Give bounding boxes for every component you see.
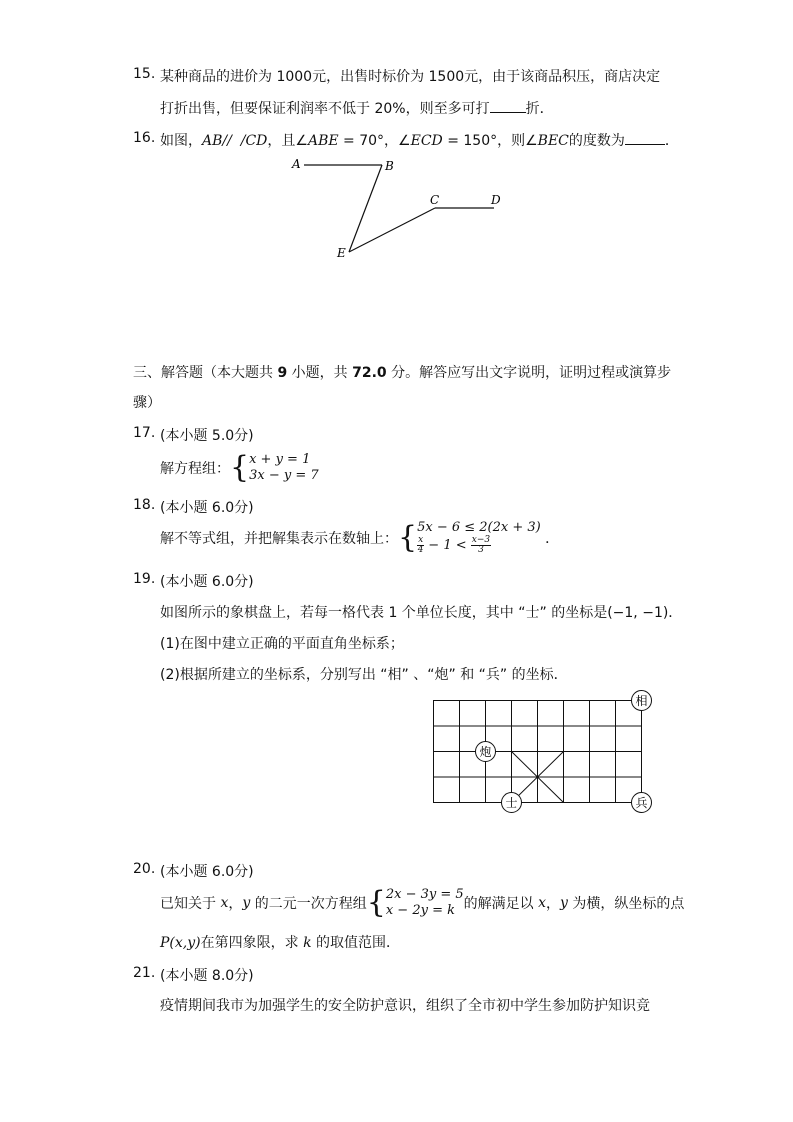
q20-brace: {: [366, 885, 386, 920]
chessboard-grid: [434, 701, 642, 803]
q16-text-b: ，且∠: [267, 133, 308, 149]
q20-text-c: 的解满足以: [463, 896, 539, 912]
q20-k: k: [303, 935, 312, 951]
q19-score: (本小题 6.0分): [160, 574, 254, 590]
q18-end: ．: [545, 531, 560, 547]
q20-text-d: ，: [546, 896, 560, 912]
q16-bec: BEC: [537, 133, 569, 149]
section3-heading: [133, 362, 671, 382]
q20-text-f: 在第四象限，求: [200, 935, 304, 951]
q15-line1: 某种商品的进价为 1000元，出售时标价为 1500元，由于该商品积压，商店决定: [160, 69, 661, 85]
q16-cd: /CD: [240, 133, 268, 149]
piece-shi-label: 士: [505, 796, 518, 810]
q20-x: x: [220, 895, 229, 911]
q17-eq1: x + y = 1: [249, 452, 311, 467]
label-b: B: [385, 159, 394, 173]
section3-text-a: 三、解答题（本大题共: [133, 365, 278, 381]
section3-count: 9: [277, 365, 288, 381]
piece-bing-label: 兵: [635, 796, 648, 810]
section3-text-c: 分。解答应写出文字说明，证明过程或演算步: [386, 365, 672, 381]
q16-ab: AB//: [202, 133, 232, 149]
q20-text-g: 的取值范围．: [311, 935, 400, 951]
q16-figure: [280, 150, 520, 270]
q18-frac1-num: x: [418, 535, 424, 545]
q20-text-a: 已知关于: [160, 896, 221, 912]
q20-line1: [160, 887, 684, 919]
q21-line1: 疫情期间我市为加强学生的安全防护意识，组织了全市初中学生参加防护知识竞: [160, 998, 650, 1014]
piece-bing: [632, 793, 652, 813]
q16-abe: ABE: [307, 133, 339, 149]
q16-text-e: 的度数为: [568, 133, 625, 149]
q17-number: 17.: [133, 425, 156, 441]
q18-number: 18.: [133, 497, 156, 513]
chessboard-figure: [420, 685, 660, 820]
q16-text-a: 如图，: [160, 133, 202, 149]
piece-xiang: [632, 691, 652, 711]
q20-y: y: [242, 895, 251, 911]
q15-number: 15.: [133, 66, 156, 82]
segment-be: [349, 165, 382, 252]
q20-eq1: 2x − 3y = 5: [385, 887, 464, 902]
q16-text: [160, 130, 679, 150]
q17-eq2: 3x − y = 7: [249, 468, 319, 483]
section3-text-b: 小题，共: [287, 365, 353, 381]
q20-line2: [160, 932, 400, 952]
q19-line2: (1)在图中建立正确的平面直角坐标系；: [160, 636, 404, 652]
q20-system: [386, 887, 464, 919]
q20-text-e: 为横，纵坐标的点: [567, 896, 685, 912]
q17-body: [160, 452, 319, 484]
q19-number: 19.: [133, 571, 156, 587]
q20-score: (本小题 6.0分): [160, 864, 254, 880]
q16-text-f: ．: [664, 133, 679, 149]
segment-ec: [349, 208, 435, 252]
label-c: C: [430, 193, 440, 207]
q19-line1: 如图所示的象棋盘上，若每一格代表 1 个单位长度，其中 “士” 的坐标是(−1, −1)．: [160, 605, 683, 621]
section3-line2: 骤）: [133, 395, 161, 411]
q18-system: [417, 520, 545, 556]
q18-frac2: [471, 536, 491, 555]
q18-frac2-den: 3: [478, 545, 484, 555]
q17-score: (本小题 5.0分): [160, 428, 254, 444]
q18-score: (本小题 6.0分): [160, 500, 254, 516]
q18-body: [160, 520, 559, 556]
q20-number: 20.: [133, 861, 156, 877]
q19-line3: (2)根据所建立的坐标系，分别写出 “相” 、“炮” 和 “兵” 的坐标．: [160, 667, 568, 683]
q15-line2: [160, 98, 554, 118]
piece-pao: [476, 742, 496, 762]
q18-eq1: 5x − 6 ≤ 2(2x + 3): [417, 520, 541, 535]
q20-eq2: x − 2y = k: [385, 903, 455, 918]
q20-point-p: P(x,y): [160, 935, 201, 951]
q20-comma: ，: [228, 896, 243, 912]
q21-number: 21.: [133, 965, 156, 981]
section3-score: 72.0: [352, 365, 387, 381]
q15-answer-blank[interactable]: [490, 98, 526, 113]
piece-shi: [502, 793, 522, 813]
q17-brace: {: [230, 450, 250, 485]
q15-line2-b: 折．: [525, 101, 554, 117]
label-a: A: [292, 157, 301, 171]
q18-prefix: 解不等式组，并把解集表示在数轴上：: [160, 531, 398, 547]
q16-ecd: ECD: [410, 133, 443, 149]
piece-xiang-label: 相: [635, 694, 648, 708]
q20-x-2: x: [538, 895, 546, 911]
q16-text-c: = 70°，∠: [338, 133, 411, 149]
q16-text-d: = 150°，则∠: [442, 133, 538, 149]
label-e: E: [337, 246, 346, 260]
q18-mid: − 1 <: [424, 538, 471, 553]
piece-pao-label: 炮: [479, 745, 492, 759]
q17-system: [249, 452, 319, 484]
q18-brace: {: [398, 520, 418, 555]
q16-number: 16.: [133, 130, 156, 146]
q17-prefix: 解方程组：: [160, 461, 230, 477]
q18-eq2: [417, 536, 545, 556]
label-d: D: [491, 193, 501, 207]
q20-text-b: 的二元一次方程组: [250, 896, 367, 912]
q18-frac2-num: x−3: [471, 535, 491, 545]
q20-y-2: y: [560, 895, 568, 911]
q16-answer-blank[interactable]: [625, 130, 665, 145]
q18-frac1-den: 4: [417, 545, 424, 555]
q15-line2-a: 打折出售，但要保证利润率不低于 20%，则至多可打: [160, 101, 490, 117]
q21-score: (本小题 8.0分): [160, 968, 254, 984]
